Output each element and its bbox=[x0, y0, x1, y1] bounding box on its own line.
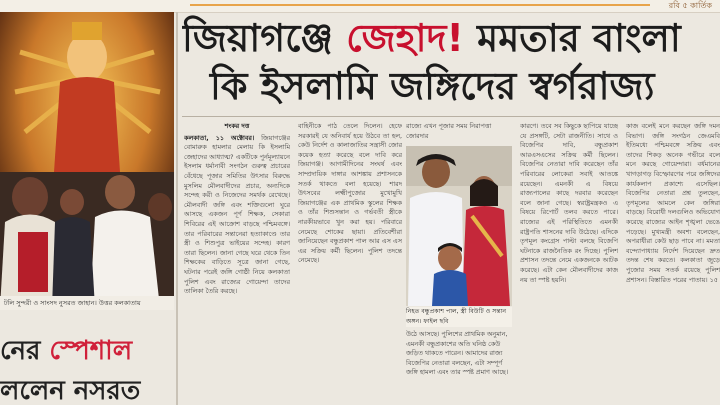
column-divider bbox=[176, 12, 178, 405]
main-headline-line2: কি ইসলামি জঙ্গিদের স্বর্গরাজ্য bbox=[210, 64, 655, 108]
body-column-mid-top: রাজ্যে এখন পূজার সময় নিরাপত্তা জোরদার bbox=[406, 122, 492, 140]
left-story-headline-line1 bbox=[0, 330, 176, 368]
headline-highlight: জেহাদ! bbox=[346, 16, 464, 60]
left-headline-highlight: স্পেশাল bbox=[49, 336, 133, 366]
dateline: কলকাতা, ১১ অক্টোবর। bbox=[184, 133, 255, 142]
left-story-headline-line2: ললেন নসরত bbox=[0, 376, 141, 404]
body-column-mid-bottom: উঠে আসছে। পুলিশের প্রাথমিক অনুমান, এমনকী বন্ধুপ্রকাশের অতি ঘনিষ্ঠ কেউ জড়িত থাকতে পারেন। আমাদের রাজ্য বিজেপির নেতারা বলছেন, এটা সম্পূর্ণ জঙ্গি হামলা এবং তার স্পষ্ট প্রমাণ আছে। bbox=[406, 330, 509, 377]
top-strip-text: রবি ৫ কার্তিক bbox=[668, 1, 712, 10]
body-column-4: কাজ বলেই মনে করছেন জঙ্গি দমন বিভাগ। জঙ্গি সংগঠন জেএমবি ইতিমধ্যে পশ্চিমবঙ্গে সক্রিয় এবং তাদের শিকড় অনেক গভীরে বলে মনে করছে গোয়েন্দারা। বর্ধমানের খাগড়াগড় বিস্ফোরণের পরে জঙ্গিদের কার্যকলাপ প্রকাশ্যে এসেছিল। বিজেপির নেতারা প্রশ্ন তুলছেন, তৃণমূলের আমলে কেন জঙ্গিরা বাড়ছে। বিরোধী দলগুলিও অভিযোগ করেছে রাজ্যের আইন শৃঙ্খলা ভেঙে পড়েছে। মুখ্যমন্ত্রী অবশ্য বলেছেন, অপরাধীরা কেউ ছাড় পাবে না। মমতা বন্দ্যোপাধ্যায় নির্দেশ দিয়েছেন দ্রুত তদন্ত শেষ করতে। কলকাতা জুড়ে পুজোর সময় সতর্ক রয়েছে পুলিশ প্রশাসন। বিস্তারিত পরের পাতায়। ১৫ bbox=[626, 122, 720, 284]
body-column-3: কারণে। তবে সব কিছুকে ছাপিয়ে যাচ্ছে যে প্রসঙ্গটি, সেটা রাজনীতি। সাথে ও বিজেপির দাবি, বন্ধুপ্রকাশ আরএসএসের সক্রিয় কর্মী ছিলেন। বিজেপির নেতারা দাবি করেছেন তাঁর পরিবারের লোকেরা সবাই আতঙ্কে রয়েছেন। এমনকী এ বিষয়ে রাজ্যপালের কাছে দরবার করেছেন বলে জানা গেছে। স্বরাষ্ট্রমন্ত্রকও এ বিষয়ে রিপোর্ট তলব করতে পারে। রাজ্যের এই পরিস্থিতিতে এমনকী রাষ্ট্রপতি শাসনের দাবি উঠেছে। এদিকে তৃণমূল কংগ্রেস পাল্টা বলছে বিজেপি ঘটনাকে রাজনৈতিক রং দিচ্ছে। পুলিশ প্রশাসন তদন্তে নেমে একজনকে আটক করেছে। এটা কেন মৌলবাদীদের কাজ নয় তা স্পষ্ট হয়নি। bbox=[520, 122, 618, 284]
byline: শংকর দত্ত bbox=[224, 122, 250, 130]
family-photo-icon bbox=[406, 146, 512, 306]
headline-part1: জিয়াগঞ্জে bbox=[182, 16, 347, 60]
headline-rule bbox=[182, 116, 720, 117]
family-photo bbox=[406, 146, 512, 306]
main-headline bbox=[182, 14, 720, 110]
body-column-2: বাহিনীকে পাঠ তেলে দিলেন। হেফে সরকারই যে অনিবার্য হয়ে উঠবে তা হল, কেউ নির্দেশ ও কালাজাতির সন্ত্রাসী জোর কয়েক হত্যা করেছে বলে দাবি করে জিয়াগঞ্জ। আগামীদিনের সংঘর্ষ এবং সাম্প্রদায়িক দাঙ্গার আশঙ্কায় প্রশাসনকে সতর্ক থাকতে বলা হয়েছে। শারদ উৎসবের লক্ষ্মীপুজোর মুখোমুখি জিয়াগঞ্জের এক প্রাথমিক স্কুলের শিক্ষক ও তাঁর শিশুসন্তান ও গর্ভবতী স্ত্রীকে নারকীয়ভাবে খুন করা হয়। পরিবারে নেমেছে শোকের ছায়া। প্রতিবেশীরা জানিয়েছেন বন্ধুপ্রকাশ পাল আর এস এস এর সক্রিয় কর্মী ছিলেন। পুলিশ তদন্তে নেমেছে। bbox=[298, 122, 402, 265]
durga-idol-photo-icon bbox=[0, 12, 174, 308]
left-photo-caption: টলি সুন্দরী ও সাংসদ নুসরত জাহান। উত্তর কলকাতায় bbox=[0, 296, 174, 310]
main-headline-line1 bbox=[182, 14, 720, 62]
body-column-1-text: জিয়াগঞ্জের বোমারুক হামলার মেলায় কি ইসলামি জেহাদের আধ্যাত্ম? একটিকে পুর্নমূল্যায়নে ইসলাম ধর্মানাবী সংগঠন গুরুত্ব প্রচারের বেঁধেছে পূজার সমিতির উৎসার বিরুদ্ধে মুসলিম মৌলবাদীদের প্রচার, অন্যদিকে সন্দেহ করী ও নিজেদের সমর্থক রেখেছে। মৌলবাদী জঙ্গি এবং শক্তিগুলো ঘুরে আসছে একজন পূর্ণ শিক্ষক, সেকারা শিবিরের এই আক্রোশ বাড়ছে পশ্চিমবঙ্গে। তার পরিবারের সন্তানেরা হত্যাকাণ্ডে তার স্ত্রী ও শিশুপুত্র ভাইয়ের সন্দেহ। কারণ তারা ছিলেন। জানা গেছে ঘরে থেকে তিন শিক্ষকের বাড়িতে সূত্রে জানা গেছে, ঘটনার পরেই জঙ্গি গোষ্ঠী নিয়ে কলকাতা পুলিশ এবং রাজ্যের গোয়েন্দা তাদের তালিকা তৈরি করছে। bbox=[184, 133, 290, 296]
body-column-1 bbox=[184, 122, 290, 405]
headline-part2: মমতার বাংলা bbox=[463, 16, 681, 60]
top-strip-rule bbox=[190, 4, 650, 6]
left-photo bbox=[0, 12, 174, 308]
left-headline-part1: নের bbox=[0, 336, 50, 366]
family-photo-caption: নিহত বন্ধুপ্রকাশ পাল, স্ত্রী বিউটি ও সন্তান অঙ্গন। ফাইল ছবি bbox=[406, 307, 512, 327]
